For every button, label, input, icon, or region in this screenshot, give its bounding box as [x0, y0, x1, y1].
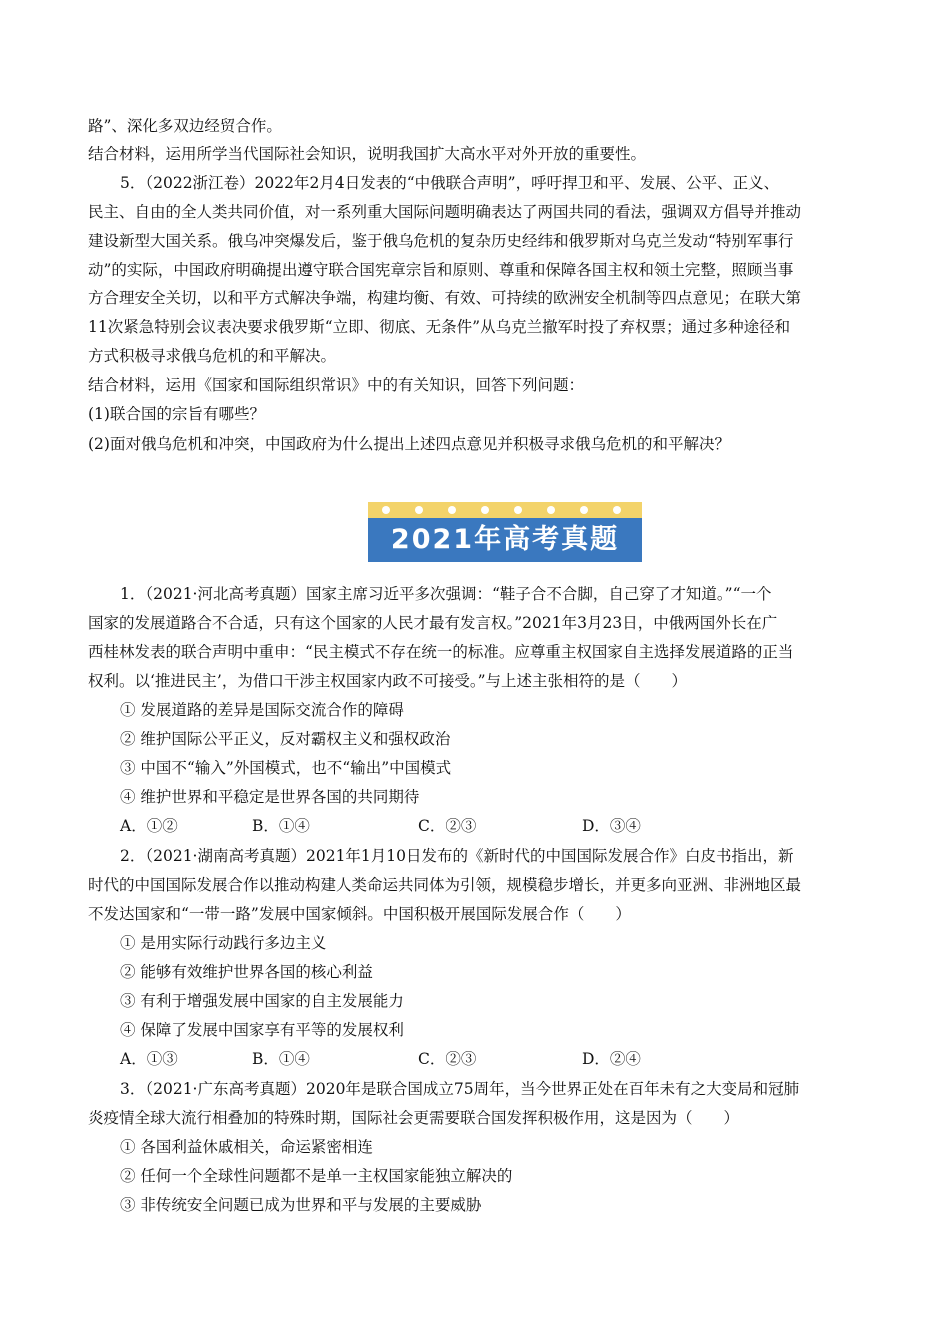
question-5-instruction: 结合材料，运用《国家和国际组织常识》中的有关知识，回答下列问题： — [88, 376, 585, 394]
option-b[interactable]: B．①④ — [252, 1050, 310, 1068]
banner-dot — [415, 506, 423, 514]
question-1-line: 西桂林发表的联合声明中重申：“民主模式不存在统一的标准。应尊重主权国家自主选择发展道路的正当 — [88, 643, 794, 661]
question-2-item: ① 是用实际行动践行多边主义 — [120, 934, 327, 952]
banner-title: 2021年高考真题 — [368, 518, 642, 562]
question-1-item: ④ 维护世界和平稳定是世界各国的共同期待 — [120, 788, 420, 806]
question-2-item: ② 能够有效维护世界各国的核心利益 — [120, 963, 373, 981]
option-a[interactable]: A．①③ — [120, 1050, 178, 1068]
question-5-sub2: (2)面对俄乌危机和冲突，中国政府为什么提出上述四点意见并积极寻求俄乌危机的和平解决？ — [88, 435, 730, 453]
banner-dot — [382, 506, 390, 514]
question-5-line: 11次紧急特别会议表决要求俄罗斯“立即、彻底、无条件”从乌克兰撤军时投了弃权票；通过多种途径和 — [88, 318, 791, 336]
question-5-line: 建设新型大国关系。俄乌冲突爆发后，鉴于俄乌危机的复杂历史经纬和俄罗斯对乌克兰发动“特别军事行 — [88, 232, 794, 250]
question-5-line: 方合理安全关切，以和平方式解决争端，构建均衡、有效、可持续的欧洲安全机制等四点意见；在联大第 — [88, 289, 802, 307]
banner-dot — [514, 506, 522, 514]
question-2-line: 不发达国家和“一带一路”发展中国家倾斜。中国积极开展国际发展合作（ ） — [88, 905, 631, 923]
question-2-item: ③ 有利于增强发展中国家的自主发展能力 — [120, 992, 404, 1010]
question-1-item: ① 发展道路的差异是国际交流合作的障碍 — [120, 701, 404, 719]
question-5-line: 民主、自由的全人类共同价值，对一系列重大国际问题明确表达了两国共同的看法，强调双方倡导并推动 — [88, 203, 802, 221]
paragraph-line: 结合材料，运用所学当代国际社会知识，说明我国扩大高水平对外开放的重要性。 — [88, 145, 647, 163]
question-5-line: 方式积极寻求俄乌危机的和平解决。 — [88, 347, 337, 365]
paragraph-line: 路”、深化多双边经贸合作。 — [88, 117, 282, 135]
question-1-line: 权利。以‘推进民主’，为借口干涉主权国家内政不可接受。”与上述主张相符的是（ ） — [88, 672, 688, 690]
option-d[interactable]: D．③④ — [582, 817, 641, 835]
section-banner — [368, 502, 642, 562]
option-a[interactable]: A．①② — [120, 817, 178, 835]
question-1-item: ② 维护国际公平正义，反对霸权主义和强权政治 — [120, 730, 451, 748]
question-2-line: 2．（2021·湖南高考真题）2021年1月10日发布的《新时代的中国国际发展合作》白皮书指出，新 — [120, 847, 794, 865]
question-1-item: ③ 中国不“输入”外国模式，也不“输出”中国模式 — [120, 759, 452, 777]
question-2-line: 时代的中国国际发展合作以推动构建人类命运共同体为引领，规模稳步增长，并更多向亚洲、非洲地区最 — [88, 876, 802, 894]
banner-dot — [547, 506, 555, 514]
question-3-line: 炎疫情全球大流行相叠加的特殊时期，国际社会更需要联合国发挥积极作用，这是因为（ ） — [88, 1109, 740, 1127]
banner-dot — [448, 506, 456, 514]
question-3-line: 3．（2021·广东高考真题）2020年是联合国成立75周年，当今世界正处在百年未有之大变局和冠肺 — [120, 1080, 800, 1098]
option-d[interactable]: D．②④ — [582, 1050, 641, 1068]
banner-dot — [613, 506, 621, 514]
question-3-item: ① 各国利益休戚相关，命运紧密相连 — [120, 1138, 373, 1156]
banner-dot — [580, 506, 588, 514]
banner-top-strip — [368, 502, 642, 518]
question-1-line: 国家的发展道路合不合适，只有这个国家的人民才最有发言权。”2021年3月23日，中俄两国外长在广 — [88, 614, 778, 632]
question-5-sub1: (1)联合国的宗旨有哪些？ — [88, 405, 265, 423]
question-5-line: 5．（2022浙江卷）2022年2月4日发表的“中俄联合声明”，呼吁捍卫和平、发展、公平、正义、 — [120, 174, 780, 192]
question-3-item: ③ 非传统安全问题已成为世界和平与发展的主要威胁 — [120, 1196, 482, 1214]
question-1-line: 1．（2021·河北高考真题）国家主席习近平多次强调：“鞋子合不合脚，自己穿了才知道。”“一个 — [120, 585, 772, 603]
option-c[interactable]: C．②③ — [418, 1050, 477, 1068]
option-b[interactable]: B．①④ — [252, 817, 310, 835]
question-3-item: ② 任何一个全球性问题都不是单一主权国家能独立解决的 — [120, 1167, 513, 1185]
banner-dot — [481, 506, 489, 514]
question-5-line: 动”的实际，中国政府明确提出遵守联合国宪章宗旨和原则、尊重和保障各国主权和领土完整，照顾当事 — [88, 261, 794, 279]
question-2-item: ④ 保障了发展中国家享有平等的发展权利 — [120, 1021, 404, 1039]
option-c[interactable]: C．②③ — [418, 817, 477, 835]
